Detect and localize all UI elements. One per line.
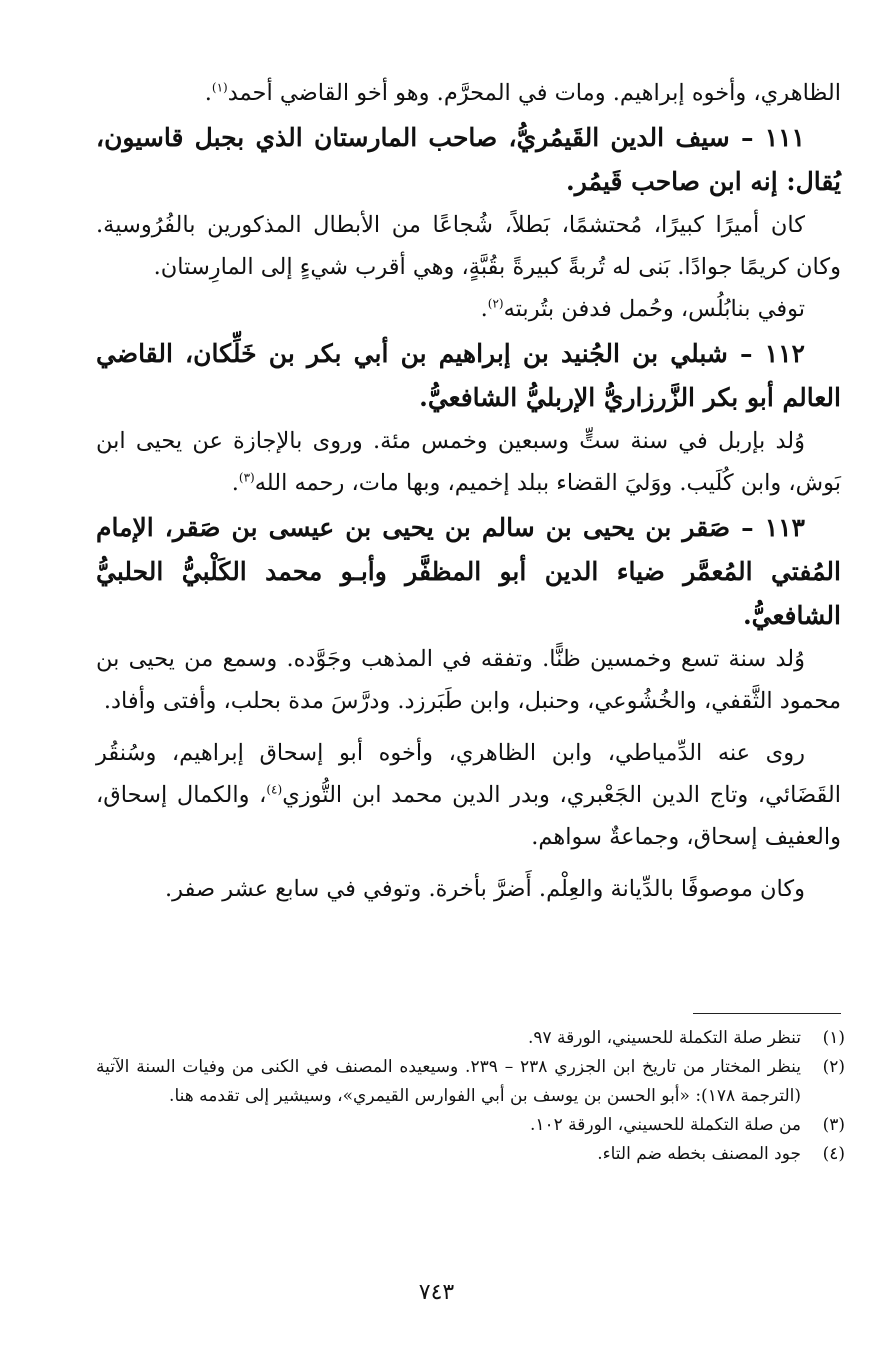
paragraph-saqr-death: وكان موصوفًا بالدِّيانة والعِلْم. أَضرَّ بأخرة. وتوفي في سابع عشر صفر. — [165, 876, 805, 902]
footnote-ref-3[interactable]: (٣) — [238, 470, 255, 485]
entry-heading-111: ١١١ – سيف الدين القَيمُريُّ، صاحب المارستان الذي بجبل قاسيون، يُقال: إنه ابن صاحب قَيمُر. — [96, 123, 841, 196]
footnotes-section — [96, 1024, 845, 1169]
footnote-divider — [693, 1013, 841, 1014]
paragraph-punct: . — [231, 470, 239, 496]
footnote-2 — [96, 1053, 845, 1111]
footnote-3 — [96, 1111, 845, 1140]
footnote-text: من صلة التكملة للحسيني، الورقة ١٠٢. — [529, 1115, 801, 1135]
paragraph-qaymari-death — [96, 288, 841, 330]
paragraph-text: توفي بنابُلُس، وحُمل فدفن بتُربته — [503, 296, 805, 322]
footnote-number: (٢) — [822, 1057, 845, 1077]
footnote-ref-1[interactable]: (١) — [211, 80, 228, 95]
paragraph-punct: . — [204, 80, 212, 106]
paragraph-continuation — [96, 72, 841, 114]
footnote-number: (٤) — [822, 1144, 845, 1164]
footnote-number: (١) — [822, 1028, 845, 1048]
main-text — [96, 72, 841, 910]
footnote-text: تنظر صلة التكملة للحسيني، الورقة ٩٧. — [527, 1028, 801, 1048]
paragraph-text: روى عنه الدِّمياطي، وابن الظاهري، وأخوه أبو إسحاق إبراهيم، وسُنقُر القَضَائي، وتاج الدين الجَعْبري، وبدر الدين محمد ابن التُّوزي — [96, 740, 841, 808]
footnote-text: جود المصنف بخطه ضم التاء. — [597, 1144, 801, 1164]
paragraph-text: وُلد بإربل في سنة ستٍّ وسبعين وخمس مئة. وروى بالإجازة عن يحيى ابن بَوش، وابن كُلَيب. ووَليَ القضاء ببلد إخميم، وبها مات، رحمه الله — [96, 428, 841, 496]
footnote-ref-2[interactable]: (٢) — [487, 296, 504, 311]
footnote-ref-4[interactable]: (٤) — [266, 782, 283, 797]
footnote-text: ينظر المختار من تاريخ ابن الجزري ٢٣٨ – ٢٣٩. وسيعيده المصنف في الكنى من وفيات السنة الآتية (الترجمة ١٧٨): «أبو الحسن بن يوسف بن أبي الفوارس القيمري»، وسيشير إلى تقدمه هنا. — [96, 1057, 801, 1106]
paragraph-qaymari-bio: كان أميرًا كبيرًا، مُحتشمًا، بَطلاً، شُجاعًا من الأبطال المذكورين بالفُرُوسية. وكان كريمًا جوادًا. بَنى له تُربةً كبيرةً بقُبَّةٍ، وهي أقرب شيءٍ إلى المارِستان. — [96, 212, 841, 280]
entry-heading-113: ١١٣ – صَقر بن يحيى بن سالم بن يحيى بن عيسى بن صَقر، الإمام المُفتي المُعمَّر ضياء الدين أبو المظفَّر وأبـو محمد الكَلْبيُّ الحلبيُّ الشافعيُّ. — [96, 513, 841, 630]
paragraph-shibli-bio — [96, 420, 841, 504]
footnote-1 — [96, 1024, 845, 1053]
paragraph-text: الظاهري، وأخوه إبراهيم. ومات في المحرَّم. وهو أخو القاضي أحمد — [227, 80, 841, 106]
paragraph-saqr-students — [96, 732, 841, 858]
page-number: ٧٤٣ — [418, 1280, 455, 1305]
footnote-number: (٣) — [822, 1115, 845, 1135]
entry-heading-112: ١١٢ – شبلي بن الجُنيد بن إبراهيم بن أبي بكر بن خَلِّكان، القاضي العالم أبو بكر الزَّرزاريُّ الإربليُّ الشافعيُّ. — [96, 339, 841, 412]
paragraph-saqr-birth: وُلد سنة تسع وخمسين ظنًّا. وتفقه في المذهب وجَوَّده. وسمع من يحيى بن محمود الثَّقفي، والخُشُوعي، وحنبل، وابن طَبَرزد. ودرَّسَ مدة بحلب، وأفتى وأفاد. — [96, 646, 841, 714]
paragraph-punct: . — [480, 296, 488, 322]
footnote-4 — [96, 1140, 845, 1169]
paragraph-text-tail: ، والكمال إسحاق، والعفيف إسحاق، وجماعةٌ سواهم. — [96, 782, 841, 850]
